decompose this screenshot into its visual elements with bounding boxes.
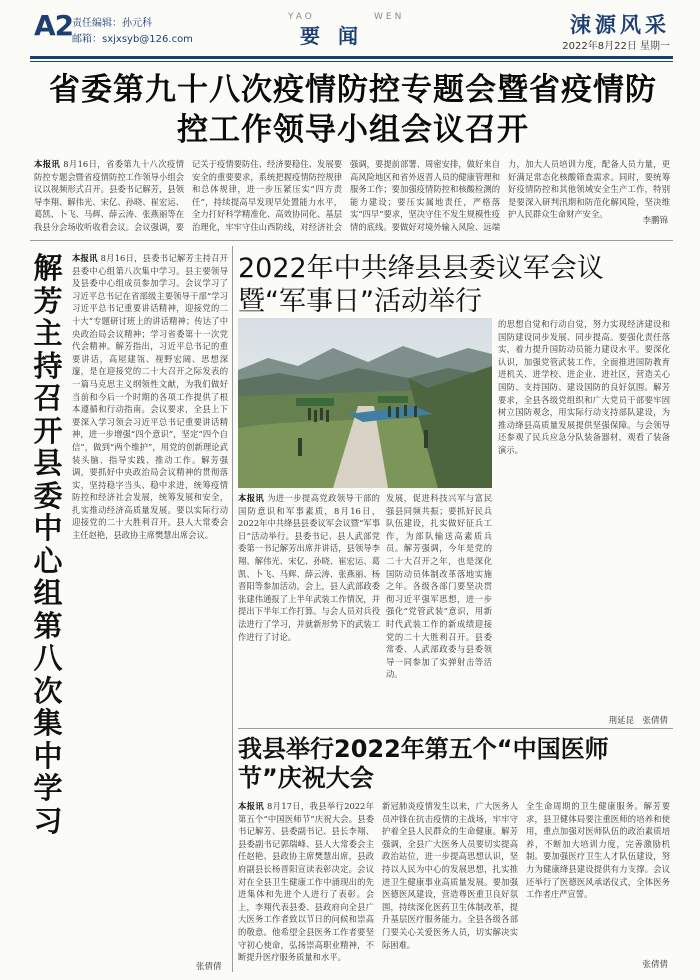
editor-name: 责任编辑：孙元科 bbox=[72, 18, 152, 29]
article1-column-3: 强调，要提前部署、周密安排，做好来自高风险地区和省外返晋人员的健康管理和服务工作；要加强疫情防控和核酸检测的能力建设；要压实属地责任，严格落实“四早”要求，坚决守住不发生规模性疫情的底线。要做好对境外输入风险、远端 bbox=[350, 159, 500, 232]
article3-col1-text: 为进一步提高党政领导干部的国防意识和军事素质，8月16日，2022年中共绛县县委议军会议暨“军事日”活动举行。县委书记、县人武部党委第一书记解芳出席并讲话，县领导李翔、解伟光、宋亿、孙晓、崔宏运、葛凯、卜飞、马辉、薛云涛、张燕丽、杨晋阳等参加活动。会上，县人武部政委张建伟通报了上半年武装工作情况，并提出下半年工作打算。与会人员对兵役法进行了学习，并就新形势下的武装工作进行了讨论。 bbox=[238, 493, 380, 642]
article4-lead: 本报讯 bbox=[238, 801, 264, 811]
paper-name: 涑源风采 bbox=[570, 12, 670, 37]
column-divider bbox=[232, 246, 233, 972]
article4-column-1 bbox=[238, 800, 374, 968]
section-title: 要闻 bbox=[300, 24, 376, 48]
article4-author: 张倩倩 bbox=[642, 960, 668, 970]
article1-author: 李鹏锦 bbox=[642, 216, 668, 226]
article3-column-3: 的思想自觉和行动自觉，努力实现经济建设和国防建设同步发展、同步提高。要强化责任落实，着力提升国防动员能力建设水平。要深化认识，加强党管武装工作，全面推进国防教育进机关、进学校、进企业、进社区，营造关心国防、支持国防、建设国防的良好氛围。解芳要求，全县各级党组织和广大党员干部要牢固树立国防观念，用实际行动支持部队建设，为推动绛县高质量发展提供坚强保障。与会领导还参观了民兵应急分队装备器材，观看了装备演示。 bbox=[498, 319, 670, 455]
divider bbox=[238, 728, 673, 729]
lead-headline: 省委第九十八次疫情防控专题会暨省疫情防控工作领导小组会议召开 bbox=[49, 72, 657, 148]
article3-column-2: 发展，促进科技兴军与富民强县同频共振；要抓好民兵队伍建设，扎实做好征兵工作，为部队输送高素质兵员。解芳强调，今年是党的二十大召开之年，也是深化国防动员体制改革落地实施之年。各级各部门要坚决贯彻习近平强军思想，进一步强化“党管武装”意识，用新时代武装工作的新成绩迎接党的二十大胜利召开。县委常委、人武部政委与县委领导一同参加了实弹射击等活动。 bbox=[386, 493, 492, 680]
article3-author: 荆延昆 张倩倩 bbox=[608, 716, 668, 726]
header-rule-thin bbox=[30, 61, 673, 62]
article2-author: 张倩倩 bbox=[196, 962, 222, 972]
article1-lead: 本报讯 bbox=[34, 159, 61, 169]
issue-date: 2022年8月22日 星期一 bbox=[562, 41, 670, 52]
article1-col1-text: 8月16日，省委第九十八次疫情防控专题会暨省疫情防控工作领导小组会议以视频形式召开。县委书记解芳，县领导李翔、解伟光、宋亿、孙晓、崔宏运、葛凯、卜飞、马辉、薛云涛、张燕丽等在我县分会场收听收看会议。会议强调，要 bbox=[34, 159, 184, 232]
article1-column-4: 力，加大人员培训力度，配备人员力量，更好满足常态化核酸筛查需求。同时，要统筹好疫情防控和其他领域安全生产工作，特别是要深入研判汛期和防范化解风险，坚决维护人民群众生命财产安全。 bbox=[508, 159, 670, 220]
article2-lead: 本报讯 bbox=[72, 253, 98, 263]
page-number: A2 bbox=[34, 9, 74, 42]
article4-column-3: 全生命周期的卫生健康服务。解芳要求，县卫健体局要注重医师的培养和使用，重点加强对医师队伍的政治素质培养，不断加大培训力度，完善激励机制。要加强医疗卫生人才队伍建设，努力为健康绛县建设提供有力支撑。会议还举行了医德医风承诺仪式，全体医务工作者庄严宣誓。 bbox=[526, 801, 670, 900]
header-rule bbox=[30, 56, 673, 59]
article4-col1-text: 8月17日，我县举行2022年第五个“中国医师节”庆祝大会。县委书记解芳、县委副书记、县长李翔、县委副书记郭瑞峰、县人大常委会主任赵艳、县政协主席樊慧出席，县政府副县长杨晋阳宣读表彰决定。会议对在全县卫生健康工作中涌现出的先进集体和先进个人进行了表彰。会上，李翔代表县委、县政府向全县广大医务工作者致以节日的问候和崇高的敬意。他希望全县医务工作者要坚守初心使命，弘扬崇高职业精神，不断提升医疗服务质量和水平。 bbox=[238, 801, 374, 963]
military-day-photo bbox=[238, 318, 492, 488]
article4-headline: 我县举行2022年第五个“中国医师节”庆祝大会 bbox=[238, 735, 609, 792]
section-pinyin-left: YAO bbox=[288, 12, 315, 22]
article3-column-1 bbox=[238, 492, 380, 726]
editor-email: 邮箱：sxjxsyb@126.com bbox=[72, 34, 193, 45]
editor-info bbox=[72, 16, 193, 48]
divider bbox=[30, 240, 673, 241]
article1-column-1 bbox=[34, 158, 184, 232]
article2-text: 8月16日，县委书记解芳主持召开县委中心组第八次集中学习。县主要领导及县委中心组成员参加学习。会议学习了习近平总书记在省部级主要领导干部“学习习近平总书记重要讲话精神，迎接党的二十大”专题研讨班上的讲话精神；传达了中央政治局会议精神；学习省委第十一次党代会精神。解芳指出，习近平总书记的重要讲话，高屋建瓴、视野宏阔、思想深邃，是在迎接党的二十大召开之际发表的一篇马克思主义纲领性文献，为我们做好当前和今后一个时期的各项工作提供了根本遵循和行动指南。会议要求，全县上下要深入学习领会习近平总书记重要讲话精神，进一步增强“四个意识”，坚定“四个自信”，做到“两个维护”，用党的创新理论武装头脑、指导实践、推动工作。解芳强调，要抓好中央政治局会议精神的贯彻落实，坚持稳字当头、稳中求进，统筹疫情防控和经济社会发展，统筹发展和安全，扎实推动经济高质量发展。要以实际行动迎接党的二十大胜利召开。县人大常委会主任赵艳，县政协主席樊慧出席会议。 bbox=[72, 253, 228, 541]
article3-lead: 本报讯 bbox=[238, 493, 265, 503]
article2-headline: 解芳主持召开县委中心组第八次集中学习 bbox=[33, 251, 63, 838]
article4-column-2: 新冠肺炎疫情发生以来，广大医务人员冲锋在抗击疫情的主战场，牢牢守护着全县人民群众的生命健康。解芳强调，全县广大医务人员要切实提高政治站位，进一步提高思想认识，坚持以人民为中心的发展思想，扎实推进卫生健康事业高质量发展。要加强医德医风建设，营造尊医重卫良好氛围，持续深化医药卫生体制改革，提升基层医疗服务能力。全县各级各部门要关心关爱医务人员，切实解决实际困难。 bbox=[382, 801, 518, 950]
article1-column-2: 记关于疫情要防住、经济要稳住、发展要安全的重要要求，系统把握疫情防控规律和总体规律，进一步压紧压实“四方责任”，持续提高早发现早处置能力水平，全力打好科学精准化、高效协同化、基层治理化，牢牢守住山西防线，对经济社会 bbox=[192, 159, 342, 232]
article3-headline: 2022年中共绛县县委议军会议暨“军事日”活动举行 bbox=[238, 253, 604, 317]
article2-body bbox=[72, 252, 228, 958]
section-pinyin-right: WEN bbox=[374, 12, 405, 22]
